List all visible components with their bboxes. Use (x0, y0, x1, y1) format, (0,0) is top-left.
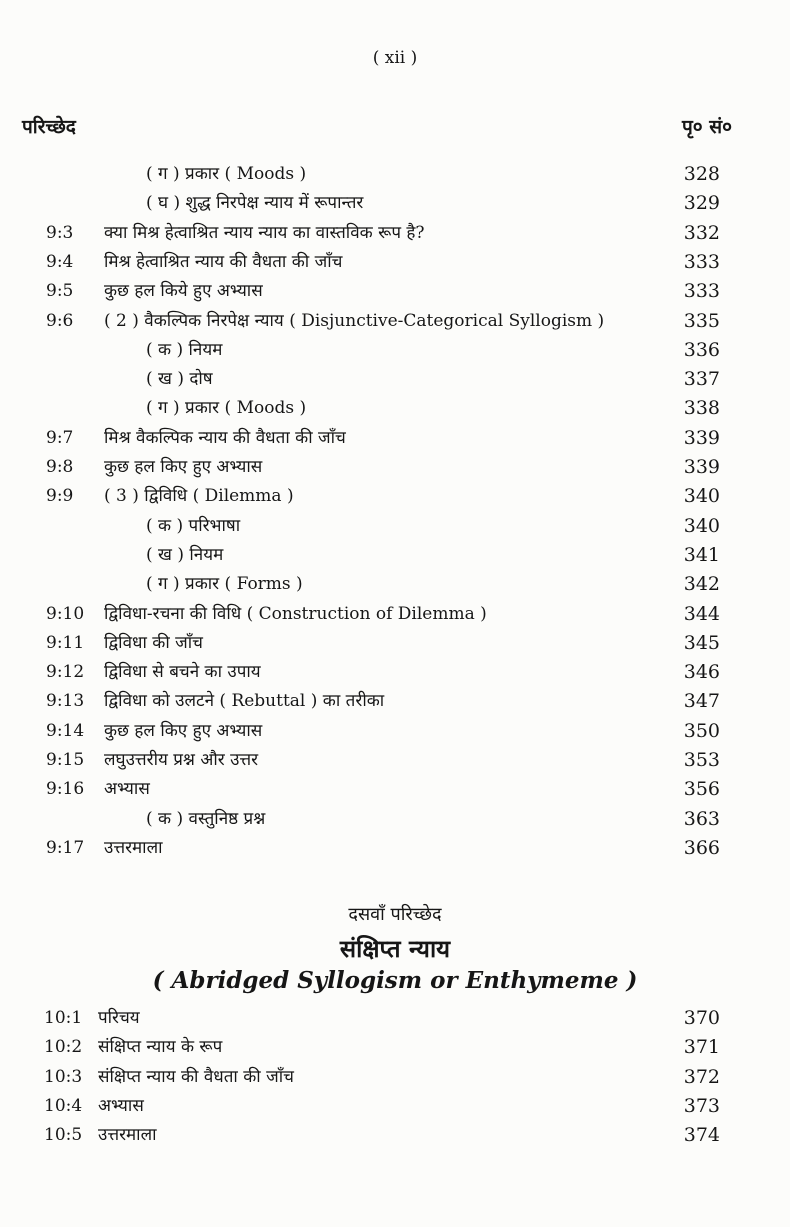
toc-entry-title: ( ख ) नियम (146, 544, 224, 565)
toc-entry-number: 9:9 (46, 486, 74, 507)
toc-entry-page: 353 (683, 749, 720, 771)
toc-entry (44, 1121, 720, 1149)
toc-entry (46, 424, 720, 452)
toc-entry (46, 600, 720, 628)
toc-entry (46, 805, 720, 833)
toc-entry-page: 337 (683, 368, 720, 391)
toc-entry-title: कुछ हल किए हुए अभ्यास (104, 720, 263, 741)
toc-entry-page: 350 (683, 719, 720, 742)
toc-entry (46, 658, 720, 686)
toc-entry-number: 10:4 (44, 1095, 83, 1116)
toc-entry (46, 717, 720, 745)
toc-entry-page: 345 (683, 631, 720, 654)
chapter-subtitle: दसवाँ परिच्छेद (348, 904, 442, 925)
toc-entry-number: 10:1 (44, 1008, 83, 1028)
chapter-title: संक्षिप्त न्याय (339, 934, 451, 963)
page-number: ( xii ) (372, 48, 418, 68)
toc-entry-page: 356 (683, 778, 720, 801)
toc-entry-title: ( क ) वस्तुनिष्ठ प्रश्न (146, 808, 266, 829)
toc-entry-page: 341 (683, 543, 720, 566)
toc-entry-title: द्विविधा को उलटने ( Rebuttal ) का तरीका (104, 691, 385, 712)
toc-entry (46, 336, 720, 364)
toc-entry (46, 365, 720, 393)
toc-entry-title: ( 2 ) वैकल्पिक निरपेक्ष न्याय ( Disjunctive-Categorical Syllogism ) (104, 310, 605, 331)
toc-entry-page: 347 (683, 690, 720, 713)
toc-entry-page: 342 (683, 573, 720, 596)
toc-entry (46, 834, 720, 862)
toc-entry-title: उत्तरमाला (104, 837, 163, 858)
toc-entry-number: 9:14 (46, 720, 85, 741)
toc-entry (46, 687, 720, 715)
toc-entry-number: 9:10 (46, 603, 85, 624)
toc-entry (46, 307, 720, 335)
toc-entry-page: 370 (683, 1007, 720, 1029)
toc-entry-title: मिश्र वैकल्पिक न्याय की वैधता की जाँच (104, 427, 346, 448)
toc-entry (44, 1063, 720, 1091)
toc-entry (46, 746, 720, 774)
toc-entry-number: 9:16 (46, 779, 85, 800)
toc-entry-number: 9:12 (46, 662, 85, 683)
toc-entry-page: 328 (683, 163, 720, 185)
toc-entry-title: लघुउत्तरीय प्रश्न और उत्तर (104, 750, 259, 770)
toc-entry (44, 1004, 720, 1032)
toc-entry (46, 775, 720, 803)
toc-entry-number: 9:13 (46, 691, 85, 712)
toc-entry (46, 541, 720, 569)
toc-entry-page: 340 (683, 514, 720, 537)
toc-entry-number: 10:5 (44, 1125, 83, 1146)
toc-entry (46, 160, 720, 188)
toc-entry (46, 482, 720, 510)
toc-entry-page: 339 (683, 456, 720, 478)
toc-entry-page: 340 (683, 485, 720, 508)
toc-entry-title: क्या मिश्र हेत्वाश्रित न्याय न्याय का वास्तविक रूप है? (104, 222, 425, 243)
toc-entry-number: 10:3 (44, 1066, 83, 1087)
toc-entry-page: 329 (683, 192, 720, 215)
toc-entry (46, 189, 720, 217)
toc-entry-page: 339 (683, 426, 720, 449)
toc-entry-title: द्विविधा-रचना की विधि ( Construction of Dilemma ) (104, 603, 487, 624)
toc-entry-page: 335 (683, 309, 720, 332)
toc-entry-number: 9:7 (46, 427, 74, 448)
header-page-label: पृ० सं० (681, 116, 732, 138)
toc-entry-title: परिचय (98, 1008, 140, 1028)
toc-entry-page: 333 (683, 250, 720, 273)
toc-entry (46, 512, 720, 540)
toc-entry-page: 336 (683, 338, 720, 361)
toc-entry-page: 346 (683, 661, 720, 684)
toc-entry-number: 9:11 (46, 632, 85, 653)
toc-entry-page: 372 (683, 1065, 720, 1088)
toc-entry-page: 374 (683, 1124, 720, 1147)
toc-entry-number: 9:3 (46, 222, 74, 243)
toc-entry (44, 1092, 720, 1120)
toc-entry-number: 9:17 (46, 837, 85, 858)
toc-entry (46, 629, 720, 657)
toc-entry-title: द्विविधा की जाँच (104, 632, 203, 653)
toc-entry-title: ( 3 ) द्विविधि ( Dilemma ) (104, 486, 294, 507)
toc-entry-title: संक्षिप्त न्याय के रूप (98, 1037, 223, 1058)
toc-entry (46, 394, 720, 422)
toc-entry-title: कुछ हल किये हुए अभ्यास (104, 281, 263, 302)
toc-entry-title: अभ्यास (104, 779, 150, 800)
toc-entry-page: 333 (683, 280, 720, 303)
toc-entry (46, 248, 720, 276)
toc-entry-title: ( क ) नियम (146, 339, 223, 360)
toc-entry-number: 9:4 (46, 251, 74, 272)
toc-entry-title: ( क ) परिभाषा (146, 515, 241, 536)
toc-entry-page: 363 (683, 807, 720, 830)
toc-entry (44, 1033, 720, 1061)
toc-entry-page: 338 (683, 397, 720, 420)
toc-entry-title: ( ख ) दोष (146, 369, 213, 390)
toc-entry-title: अभ्यास (98, 1095, 144, 1116)
toc-entry-page: 332 (683, 221, 720, 244)
toc-entry (46, 570, 720, 598)
header-chapter-label: परिच्छेद (22, 116, 76, 138)
toc-entry (46, 219, 720, 247)
toc-entry-page: 344 (683, 602, 720, 625)
toc-entry (46, 277, 720, 305)
toc-entry-title: द्विविधा से बचने का उपाय (104, 662, 261, 683)
toc-entry-page: 371 (683, 1036, 720, 1059)
toc-entry-page: 373 (683, 1094, 720, 1117)
toc-entry-title: ( ग ) प्रकार ( Moods ) (146, 398, 307, 419)
toc-entry-number: 10:2 (44, 1037, 83, 1058)
toc-entry-title: ( ग ) प्रकार ( Forms ) (146, 574, 303, 595)
toc-entry-title: ( ग ) प्रकार ( Moods ) (146, 164, 307, 184)
toc-entry-title: मिश्र हेत्वाश्रित न्याय की वैधता की जाँच (104, 251, 343, 272)
toc-entry-page: 366 (683, 836, 720, 859)
chapter-english-title: ( Abridged Syllogism or Enthymeme ) (152, 967, 638, 994)
toc-entry-number: 9:15 (46, 750, 85, 770)
toc-entry-number: 9:5 (46, 281, 74, 302)
toc-entry-title: उत्तरमाला (98, 1125, 157, 1146)
toc-entry-title: ( घ ) शुद्ध निरपेक्ष न्याय में रूपान्तर (146, 193, 364, 214)
toc-entry-title: संक्षिप्त न्याय की वैधता की जाँच (98, 1066, 294, 1087)
toc-entry-title: कुछ हल किए हुए अभ्यास (104, 457, 263, 477)
toc-entry-number: 9:8 (46, 457, 74, 477)
toc-entry (46, 453, 720, 481)
toc-entry-number: 9:6 (46, 310, 74, 331)
